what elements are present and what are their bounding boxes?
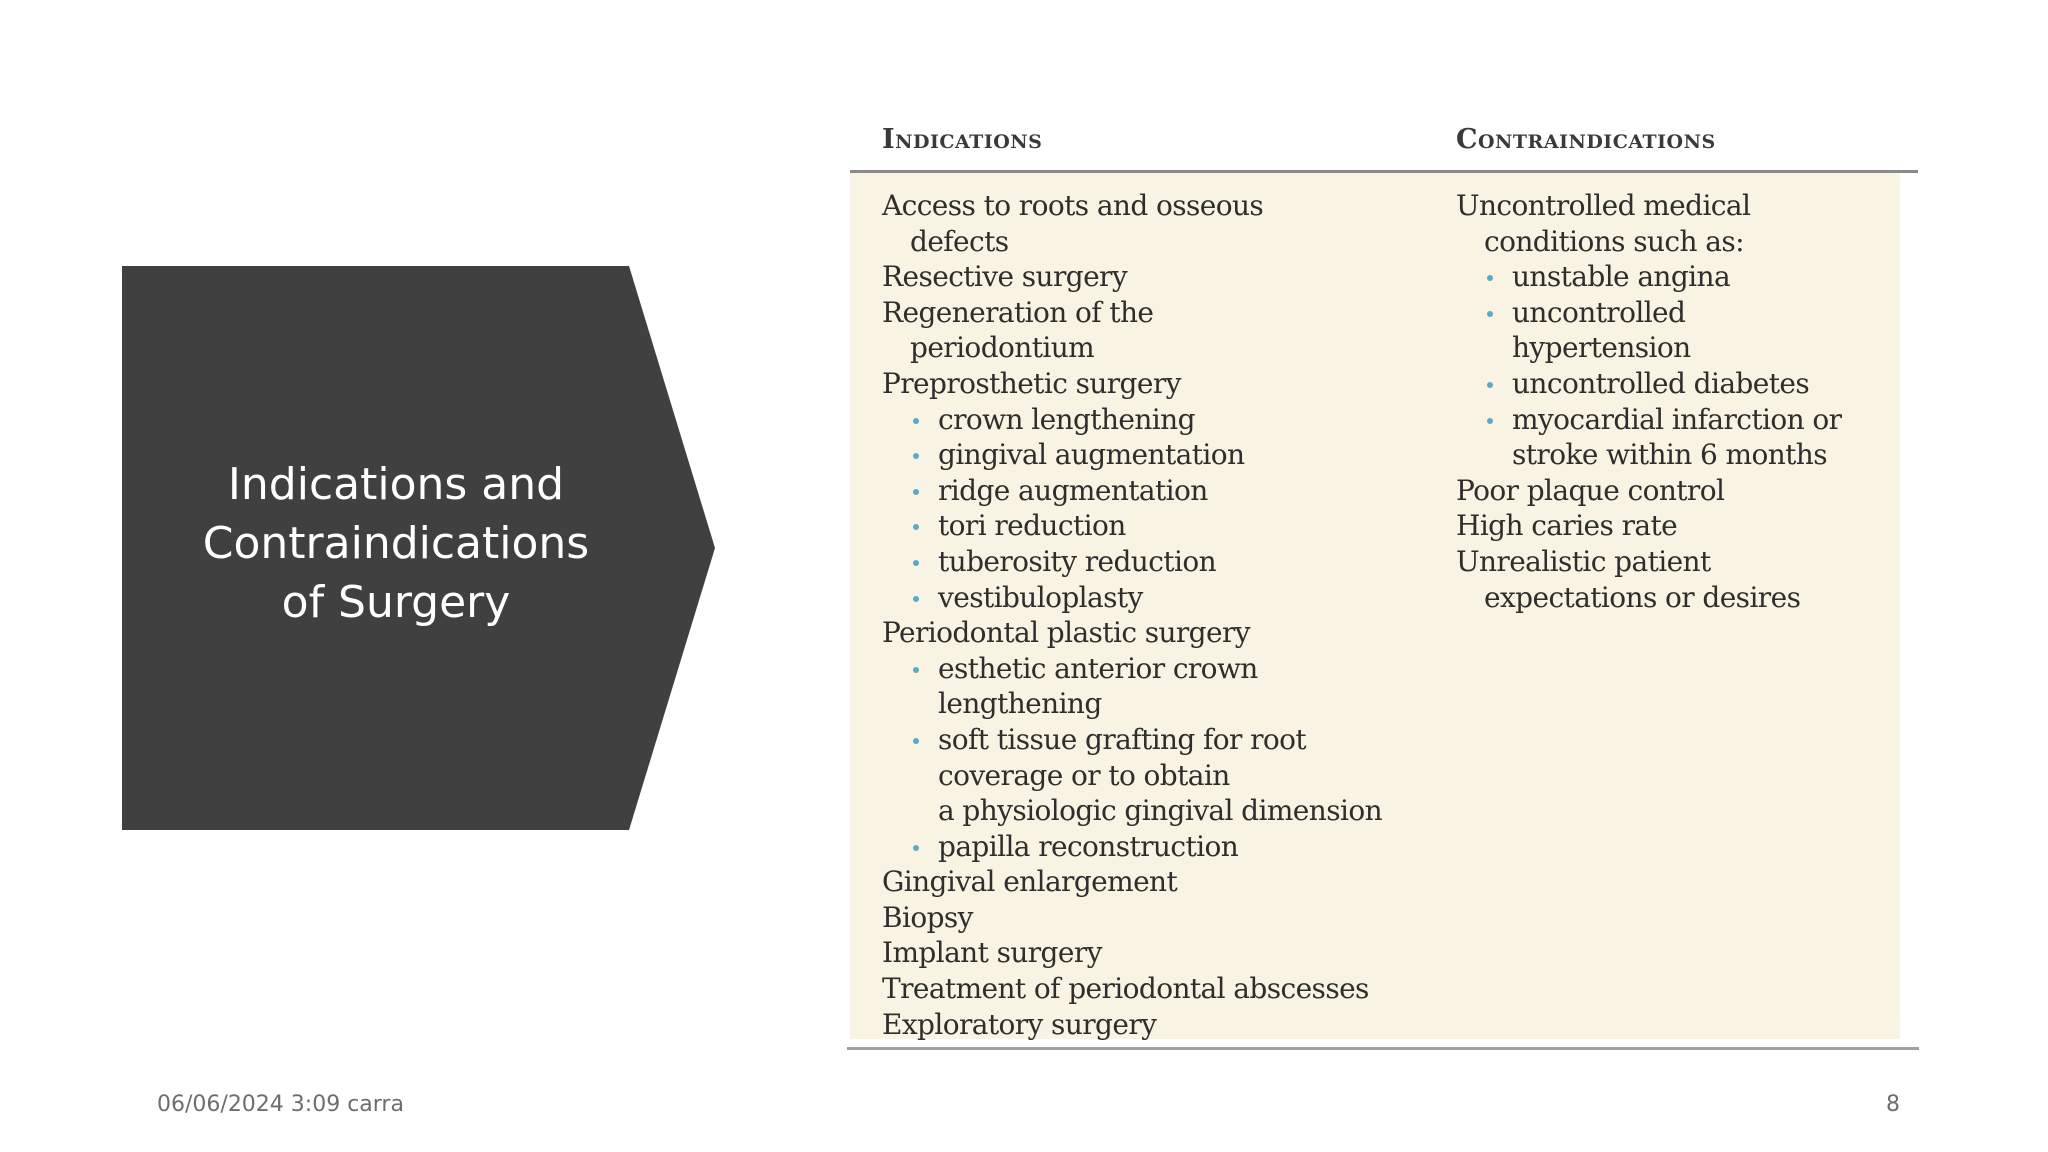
bullet-item: ridge augmentation [882, 473, 1442, 509]
list-item: Treatment of periodontal abscesses [882, 972, 1369, 1006]
list-item: Access to roots and osseous [882, 189, 1264, 222]
list-item: periodontium [910, 331, 1095, 365]
bullet-item: unstable angina [1456, 259, 1896, 295]
slide-title-line: Indications and [227, 459, 565, 510]
list-item: Periodontal plastic surgery [882, 616, 1250, 650]
bullet-item: vestibuloplasty [882, 580, 1442, 616]
list-item: Implant surgery [882, 936, 1102, 970]
list-item: Regeneration of the [882, 295, 1154, 329]
bullet-item: tori reduction [882, 508, 1442, 544]
contraindications-column [1456, 188, 1896, 615]
bullet-item: esthetic anterior crown [882, 651, 1442, 687]
list-item: Poor plaque control [1456, 473, 1725, 507]
list-item: hypertension [1512, 331, 1691, 365]
slide-title-line: of Surgery [281, 577, 511, 628]
footer-date: 06/06/2024 3:09 carra [157, 1092, 404, 1117]
list-item: Resective surgery [882, 260, 1128, 294]
bullet-item: tuberosity reduction [882, 544, 1442, 580]
indications-table [850, 118, 1918, 1054]
bullet-item: uncontrolled diabetes [1456, 366, 1896, 402]
list-item: Biopsy [882, 900, 973, 934]
bullet-item: papilla reconstruction [882, 829, 1442, 865]
list-item: High caries rate [1456, 509, 1678, 543]
header-contraindications: Contraindications [1456, 124, 1716, 155]
indications-column [882, 188, 1442, 1042]
list-item: Uncontrolled medical [1456, 189, 1751, 222]
list-item: stroke within 6 months [1512, 438, 1828, 472]
list-item: coverage or to obtain [938, 758, 1230, 792]
bullet-item: myocardial infarction or [1456, 402, 1896, 438]
table-header [850, 118, 1918, 173]
bullet-item: crown lengthening [882, 402, 1442, 438]
list-item: Preprosthetic surgery [882, 366, 1181, 400]
header-indications: Indications [882, 124, 1043, 155]
list-item: Gingival enlargement [882, 865, 1178, 899]
list-item: Unrealistic patient [1456, 544, 1711, 578]
bullet-item: uncontrolled [1456, 295, 1896, 331]
page-number: 8 [1886, 1092, 1900, 1117]
list-item: Exploratory surgery [882, 1007, 1157, 1041]
bullet-item: gingival augmentation [882, 437, 1442, 473]
list-item: defects [910, 224, 1009, 258]
slide-title [158, 455, 634, 632]
list-item: a physiologic gingival dimension [938, 794, 1383, 828]
list-item: expectations or desires [1484, 580, 1801, 614]
list-item: conditions such as: [1484, 224, 1744, 258]
list-item: lengthening [938, 687, 1102, 721]
bullet-item: soft tissue grafting for root [882, 722, 1442, 758]
table-bottom-rule [847, 1047, 1919, 1050]
slide-title-line: Contraindications [202, 518, 590, 569]
